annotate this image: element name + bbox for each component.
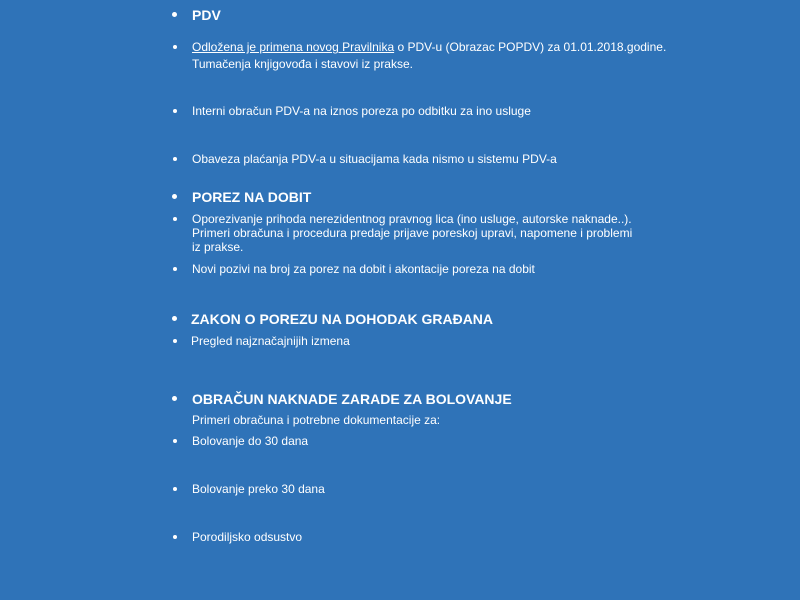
list-bullet bbox=[173, 535, 177, 539]
heading-bolovanje: OBRAČUN NAKNADE ZARADE ZA BOLOVANJE bbox=[192, 391, 512, 407]
bolovanje-item-1: Bolovanje do 30 dana bbox=[192, 434, 309, 448]
bolovanje-item-2: Bolovanje preko 30 dana bbox=[192, 482, 325, 496]
bolovanje-intro: Primeri obračuna i potrebne dokumentacije za: bbox=[192, 413, 441, 427]
dobit-item-1-line3: iz prakse. bbox=[192, 240, 244, 254]
pdv-item-1-rest: o PDV-u (Obrazac POPDV) za 01.01.2018.godine. bbox=[394, 40, 667, 54]
pdv-item-1 bbox=[192, 40, 667, 54]
list-bullet bbox=[173, 487, 177, 491]
list-bullet bbox=[173, 217, 177, 221]
heading-zakon: ZAKON O POREZU NA DOHODAK GRAĐANA bbox=[191, 311, 494, 327]
pdv-item-2: Interni obračun PDV-a na iznos poreza po odbitku za ino usluge bbox=[192, 104, 531, 118]
pravilnik-link[interactable]: Odložena je primena novog Pravilnika bbox=[192, 40, 395, 54]
list-bullet bbox=[173, 45, 177, 49]
heading-bullet bbox=[172, 194, 177, 199]
zakon-item-1: Pregled najznačajnijih izmena bbox=[191, 334, 350, 348]
pdv-item-1-line2: Tumačenja knjigovođa i stavovi iz prakse. bbox=[192, 57, 413, 71]
bolovanje-item-3: Porodiljsko odsustvo bbox=[192, 530, 303, 544]
dobit-item-1-line1: Oporezivanje prihoda nerezidentnog pravnog lica (ino usluge, autorske naknade..). bbox=[192, 212, 632, 226]
pdv-item-3: Obaveza plaćanja PDV-a u situacijama kada nismo u sistemu PDV-a bbox=[192, 152, 557, 166]
heading-pdv: PDV bbox=[192, 7, 221, 23]
dobit-item-2: Novi pozivi na broj za porez na dobit i akontacije poreza na dobit bbox=[192, 262, 535, 276]
dobit-item-1-line2: Primeri obračuna i procedura predaje prijave poreskoj upravi, napomene i problemi bbox=[192, 226, 633, 240]
list-bullet bbox=[173, 109, 177, 113]
list-bullet bbox=[173, 439, 177, 443]
list-bullet bbox=[173, 267, 177, 271]
list-bullet bbox=[173, 157, 177, 161]
heading-bullet bbox=[172, 396, 177, 401]
heading-bullet bbox=[172, 316, 177, 321]
heading-porez-na-dobit: POREZ NA DOBIT bbox=[192, 189, 312, 205]
heading-bullet bbox=[172, 12, 177, 17]
list-bullet bbox=[173, 339, 177, 343]
